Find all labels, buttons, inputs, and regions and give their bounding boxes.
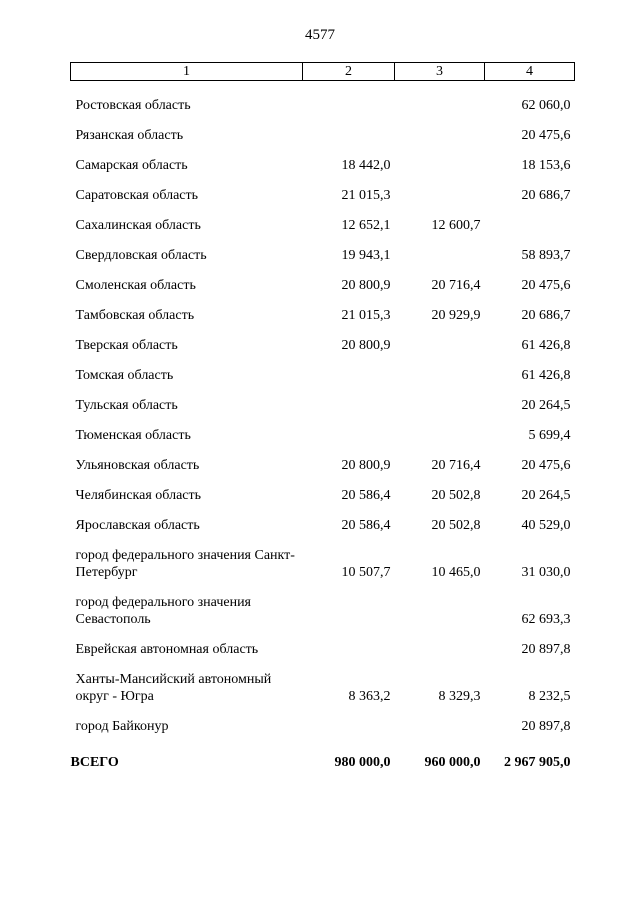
value-col-2-cell <box>303 581 395 628</box>
value-col-3-cell: 20 716,4 <box>431 457 481 473</box>
region-name-cell: город федерального значения Севастополь <box>75 594 251 627</box>
value-col-3-cell <box>395 234 485 264</box>
value-col-2-cell: 21 015,3 <box>341 187 391 203</box>
total-col-4: 2 967 905,0 <box>504 754 571 770</box>
page-number: 4577 <box>305 27 335 43</box>
table-row <box>71 628 575 658</box>
value-col-4-cell: 20 897,8 <box>521 641 571 657</box>
value-col-2-cell: 10 507,7 <box>341 564 391 580</box>
header-col-3: 3 <box>395 63 485 81</box>
region-name-cell: Ярославская область <box>75 517 200 533</box>
value-col-2-cell <box>303 114 395 144</box>
value-col-3-cell: 20 502,8 <box>431 517 481 533</box>
table-row <box>71 114 575 144</box>
value-col-2-cell: 8 363,2 <box>348 688 391 704</box>
region-name-cell: Еврейская автономная область <box>75 641 259 657</box>
value-col-4-cell: 20 897,8 <box>521 718 571 734</box>
region-name-cell: Тюменская область <box>75 427 191 443</box>
value-col-4-cell: 20 264,5 <box>521 397 571 413</box>
value-col-3-cell <box>395 144 485 174</box>
total-row <box>71 735 575 771</box>
region-name-cell: Ханты-Мансийский автономный округ - Югра <box>75 671 272 704</box>
table-row <box>71 658 575 705</box>
value-col-4-cell: 62 693,3 <box>521 611 571 627</box>
value-col-4-cell: 31 030,0 <box>521 564 571 580</box>
value-col-3-cell <box>395 324 485 354</box>
value-col-2-cell: 18 442,0 <box>341 157 391 173</box>
table-row <box>71 324 575 354</box>
value-col-4-cell: 18 153,6 <box>521 157 571 173</box>
region-name-cell: Саратовская область <box>75 187 199 203</box>
table-row <box>71 384 575 414</box>
value-col-4-cell: 20 686,7 <box>521 187 571 203</box>
value-col-2-cell: 19 943,1 <box>341 247 391 263</box>
value-col-3-cell <box>395 114 485 144</box>
table-row <box>71 414 575 444</box>
value-col-2-cell: 20 586,4 <box>341 517 391 533</box>
table-row <box>71 705 575 735</box>
region-name-cell: Тамбовская область <box>75 307 195 323</box>
region-name-cell: Смоленская область <box>75 277 196 293</box>
table-row <box>71 234 575 264</box>
value-col-3-cell <box>395 628 485 658</box>
value-col-3-cell <box>395 354 485 384</box>
value-col-4-cell: 58 893,7 <box>521 247 571 263</box>
region-name-cell: Челябинская область <box>75 487 201 503</box>
table-row <box>71 354 575 384</box>
value-col-2-cell <box>303 628 395 658</box>
region-name-cell: город Байконур <box>75 718 169 734</box>
value-col-4-cell: 61 426,8 <box>521 367 571 383</box>
value-col-4-cell <box>485 204 575 234</box>
value-col-3-cell: 20 502,8 <box>431 487 481 503</box>
table-row <box>71 474 575 504</box>
value-col-2-cell: 20 800,9 <box>341 337 391 353</box>
table-row <box>71 581 575 628</box>
value-col-4-cell: 20 475,6 <box>521 457 571 473</box>
value-col-4-cell: 20 264,5 <box>521 487 571 503</box>
value-col-3-cell: 20 929,9 <box>431 307 481 323</box>
value-col-2-cell: 20 800,9 <box>341 457 391 473</box>
total-col-2: 980 000,0 <box>334 754 391 770</box>
value-col-2-cell: 12 652,1 <box>341 217 391 233</box>
value-col-3-cell <box>395 414 485 444</box>
header-col-2: 2 <box>303 63 395 81</box>
table-body <box>71 81 575 771</box>
value-col-4-cell: 40 529,0 <box>521 517 571 533</box>
table-row <box>71 504 575 534</box>
value-col-3-cell: 10 465,0 <box>431 564 481 580</box>
region-name-cell: Сахалинская область <box>75 217 201 233</box>
value-col-4-cell: 20 686,7 <box>521 307 571 323</box>
value-col-2-cell <box>303 354 395 384</box>
value-col-2-cell <box>303 384 395 414</box>
table-row <box>71 144 575 174</box>
region-name-cell: Ростовская область <box>75 97 191 113</box>
region-name-cell: Ульяновская область <box>75 457 200 473</box>
header-col-4: 4 <box>485 63 575 81</box>
value-col-2-cell <box>303 81 395 114</box>
table-row <box>71 444 575 474</box>
region-name-cell: город федерального значения Санкт-Петербург <box>75 547 295 580</box>
value-col-3-cell <box>395 705 485 735</box>
region-name-cell: Самарская область <box>75 157 188 173</box>
region-name-cell: Томская область <box>75 367 174 383</box>
regions-table <box>70 62 575 771</box>
value-col-2-cell: 21 015,3 <box>341 307 391 323</box>
value-col-3-cell: 20 716,4 <box>431 277 481 293</box>
value-col-4-cell: 61 426,8 <box>521 337 571 353</box>
value-col-2-cell <box>303 414 395 444</box>
value-col-3-cell <box>395 174 485 204</box>
value-col-2-cell <box>303 705 395 735</box>
header-col-1: 1 <box>71 63 303 81</box>
total-label: ВСЕГО <box>70 754 119 770</box>
value-col-4-cell: 8 232,5 <box>528 688 571 704</box>
region-name-cell: Тульская область <box>75 397 178 413</box>
table-row <box>71 204 575 234</box>
table-row <box>71 534 575 581</box>
value-col-3-cell: 12 600,7 <box>431 217 481 233</box>
table-row <box>71 264 575 294</box>
table-header <box>71 63 575 81</box>
value-col-4-cell: 20 475,6 <box>521 277 571 293</box>
value-col-3-cell <box>395 581 485 628</box>
total-col-3: 960 000,0 <box>424 754 481 770</box>
value-col-4-cell: 20 475,6 <box>521 127 571 143</box>
value-col-3-cell <box>395 81 485 114</box>
value-col-2-cell: 20 586,4 <box>341 487 391 503</box>
value-col-4-cell: 62 060,0 <box>521 97 571 113</box>
table-row <box>71 174 575 204</box>
value-col-3-cell <box>395 384 485 414</box>
table-row <box>71 294 575 324</box>
value-col-3-cell: 8 329,3 <box>438 688 481 704</box>
region-name-cell: Тверская область <box>75 337 178 353</box>
value-col-2-cell: 20 800,9 <box>341 277 391 293</box>
region-name-cell: Свердловская область <box>75 247 207 263</box>
value-col-4-cell: 5 699,4 <box>528 427 571 443</box>
table-row <box>71 81 575 114</box>
region-name-cell: Рязанская область <box>75 127 184 143</box>
